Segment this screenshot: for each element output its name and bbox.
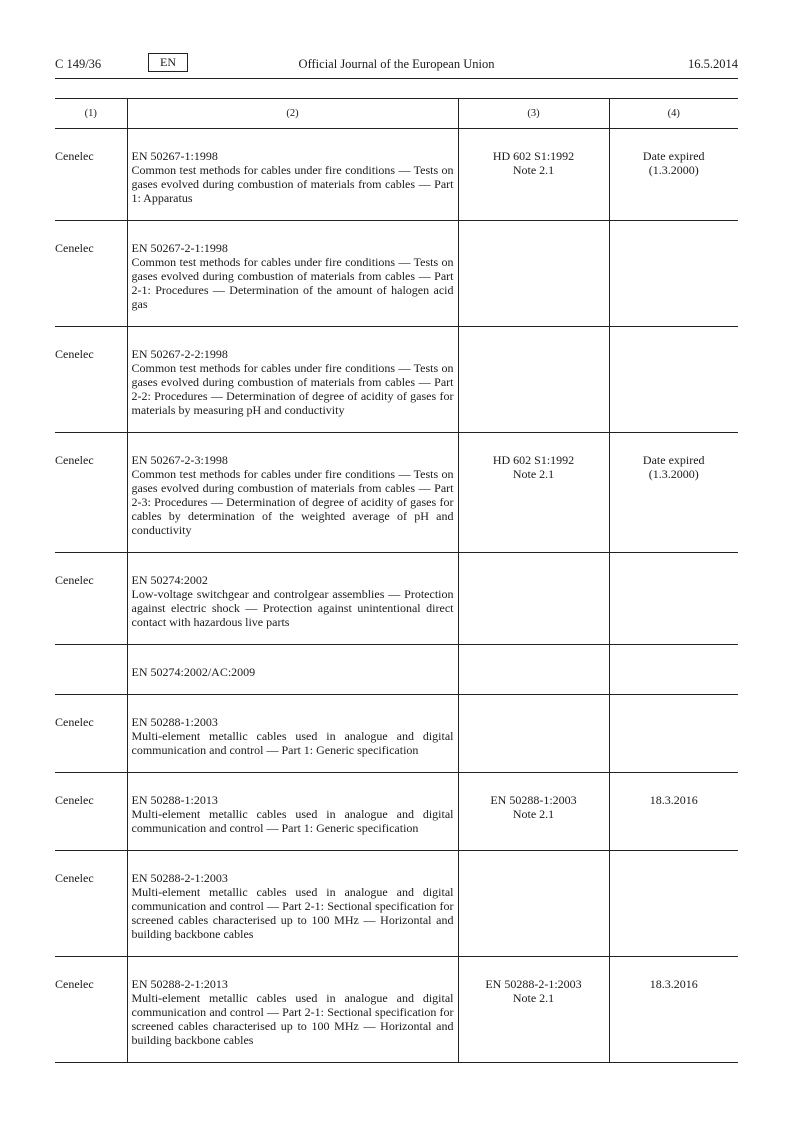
standards-table: [55, 98, 738, 1063]
organisation-cell: Cenelec: [55, 773, 127, 851]
standard-title: Multi-element metallic cables used in analogue and digital communication and control — Part 2-1: Sectional specification for screened cables characterised up to 100 MHz — Horizontal and building backbone cables: [131, 991, 454, 1047]
column-header-4: (4): [609, 99, 738, 129]
standard-reference: EN 50267-2-2:1998: [131, 347, 228, 361]
superseded-standard-cell: [458, 695, 609, 773]
standard-cell: [127, 957, 458, 1063]
superseded-standard-line: Note 2.1: [512, 991, 555, 1005]
table-row: [55, 221, 738, 327]
superseded-standard-cell: [458, 327, 609, 433]
standard-reference: EN 50267-2-1:1998: [131, 241, 228, 255]
table-row: [55, 327, 738, 433]
language-badge: EN: [148, 53, 188, 72]
table-row: [55, 957, 738, 1063]
standard-reference: EN 50267-1:1998: [131, 149, 218, 163]
cessation-date-line: (1.3.2000): [648, 163, 699, 177]
standard-cell: [127, 553, 458, 645]
journal-title: Official Journal of the European Union: [298, 57, 495, 71]
superseded-standard-line: Note 2.1: [512, 163, 555, 177]
standard-title: Common test methods for cables under fire conditions — Tests on gases evolved during combustion of materials from cables — Part 2-2: Procedures — Determination of degree of acidity of gases for materials by measuring pH and conductivity: [131, 361, 454, 417]
superseded-standard-cell: [458, 957, 609, 1063]
standard-cell: [127, 221, 458, 327]
column-header-row: [55, 99, 738, 129]
organisation-cell: Cenelec: [55, 553, 127, 645]
cessation-date-cell: [609, 773, 738, 851]
table-row: [55, 773, 738, 851]
superseded-standard-line: HD 602 S1:1992: [492, 149, 575, 163]
table-row: [55, 645, 738, 695]
superseded-standard-line: EN 50288-2-1:2003: [485, 977, 582, 991]
standard-cell: [127, 327, 458, 433]
table-row: [55, 129, 738, 221]
standard-cell: [127, 851, 458, 957]
superseded-standard-line: Note 2.1: [512, 807, 555, 821]
organisation-cell: Cenelec: [55, 433, 127, 553]
column-header-3: (3): [458, 99, 609, 129]
organisation-cell: Cenelec: [55, 957, 127, 1063]
standard-reference: EN 50288-1:2003: [131, 715, 218, 729]
cessation-date-line: Date expired: [642, 453, 705, 467]
cessation-date-cell: [609, 957, 738, 1063]
page-reference: C 149/36: [55, 57, 102, 71]
standard-reference: EN 50288-2-1:2013: [131, 977, 228, 991]
organisation-cell: [55, 645, 127, 695]
standard-title: Common test methods for cables under fire conditions — Tests on gases evolved during combustion of materials from cables — Part 2-3: Procedures — Determination of degree of acidity of gases for cables by determination of the weighted average of pH and conductivity: [131, 467, 454, 537]
page-header: [55, 0, 738, 80]
cessation-date-cell: [609, 851, 738, 957]
cessation-date-line: (1.3.2000): [648, 467, 699, 481]
organisation-cell: Cenelec: [55, 327, 127, 433]
standard-reference: EN 50288-1:2013: [131, 793, 218, 807]
cessation-date-cell: [609, 129, 738, 221]
table-row: [55, 851, 738, 957]
cessation-date-cell: [609, 433, 738, 553]
superseded-standard-cell: [458, 645, 609, 695]
cessation-date-cell: [609, 645, 738, 695]
organisation-cell: Cenelec: [55, 129, 127, 221]
organisation-cell: Cenelec: [55, 695, 127, 773]
superseded-standard-cell: [458, 221, 609, 327]
superseded-standard-line: Note 2.1: [512, 467, 555, 481]
standard-reference: EN 50288-2-1:2003: [131, 871, 228, 885]
organisation-cell: Cenelec: [55, 851, 127, 957]
publication-date: 16.5.2014: [688, 57, 738, 71]
standard-cell: [127, 645, 458, 695]
standard-cell: [127, 773, 458, 851]
organisation-cell: Cenelec: [55, 221, 127, 327]
cessation-date-cell: [609, 327, 738, 433]
standard-title: Multi-element metallic cables used in analogue and digital communication and control — Part 1: Generic specification: [131, 729, 454, 757]
cessation-date-line: 18.3.2016: [649, 793, 698, 807]
column-header-2: (2): [127, 99, 458, 129]
standard-title: Low-voltage switchgear and controlgear assemblies — Protection against electric shock — Protection against unintentional direct contact with hazardous live parts: [131, 587, 454, 629]
superseded-standard-cell: [458, 129, 609, 221]
standard-reference: EN 50274:2002: [131, 573, 208, 587]
table-row: [55, 433, 738, 553]
column-header-1: (1): [55, 99, 127, 129]
standard-title: Common test methods for cables under fire conditions — Tests on gases evolved during combustion of materials from cables — Part 1: Apparatus: [131, 163, 454, 205]
standard-reference: EN 50267-2-3:1998: [131, 453, 228, 467]
cessation-date-cell: [609, 553, 738, 645]
standard-reference: EN 50274:2002/AC:2009: [131, 665, 256, 679]
table-row: [55, 695, 738, 773]
cessation-date-cell: [609, 221, 738, 327]
header-rule: [55, 78, 738, 79]
standard-cell: [127, 129, 458, 221]
superseded-standard-cell: [458, 433, 609, 553]
standard-cell: [127, 695, 458, 773]
table-row: [55, 553, 738, 645]
cessation-date-line: 18.3.2016: [649, 977, 698, 991]
standard-title: Multi-element metallic cables used in analogue and digital communication and control — Part 1: Generic specification: [131, 807, 454, 835]
superseded-standard-cell: [458, 851, 609, 957]
superseded-standard-cell: [458, 553, 609, 645]
standard-cell: [127, 433, 458, 553]
standard-title: Multi-element metallic cables used in analogue and digital communication and control — Part 2-1: Sectional specification for screened cables characterised up to 100 MHz — Horizontal and building backbone cables: [131, 885, 454, 941]
superseded-standard-line: EN 50288-1:2003: [490, 793, 577, 807]
cessation-date-line: Date expired: [642, 149, 705, 163]
cessation-date-cell: [609, 695, 738, 773]
superseded-standard-line: HD 602 S1:1992: [492, 453, 575, 467]
standard-title: Common test methods for cables under fire conditions — Tests on gases evolved during combustion of materials from cables — Part 2-1: Procedures — Determination of the amount of halogen acid gas: [131, 255, 454, 311]
superseded-standard-cell: [458, 773, 609, 851]
